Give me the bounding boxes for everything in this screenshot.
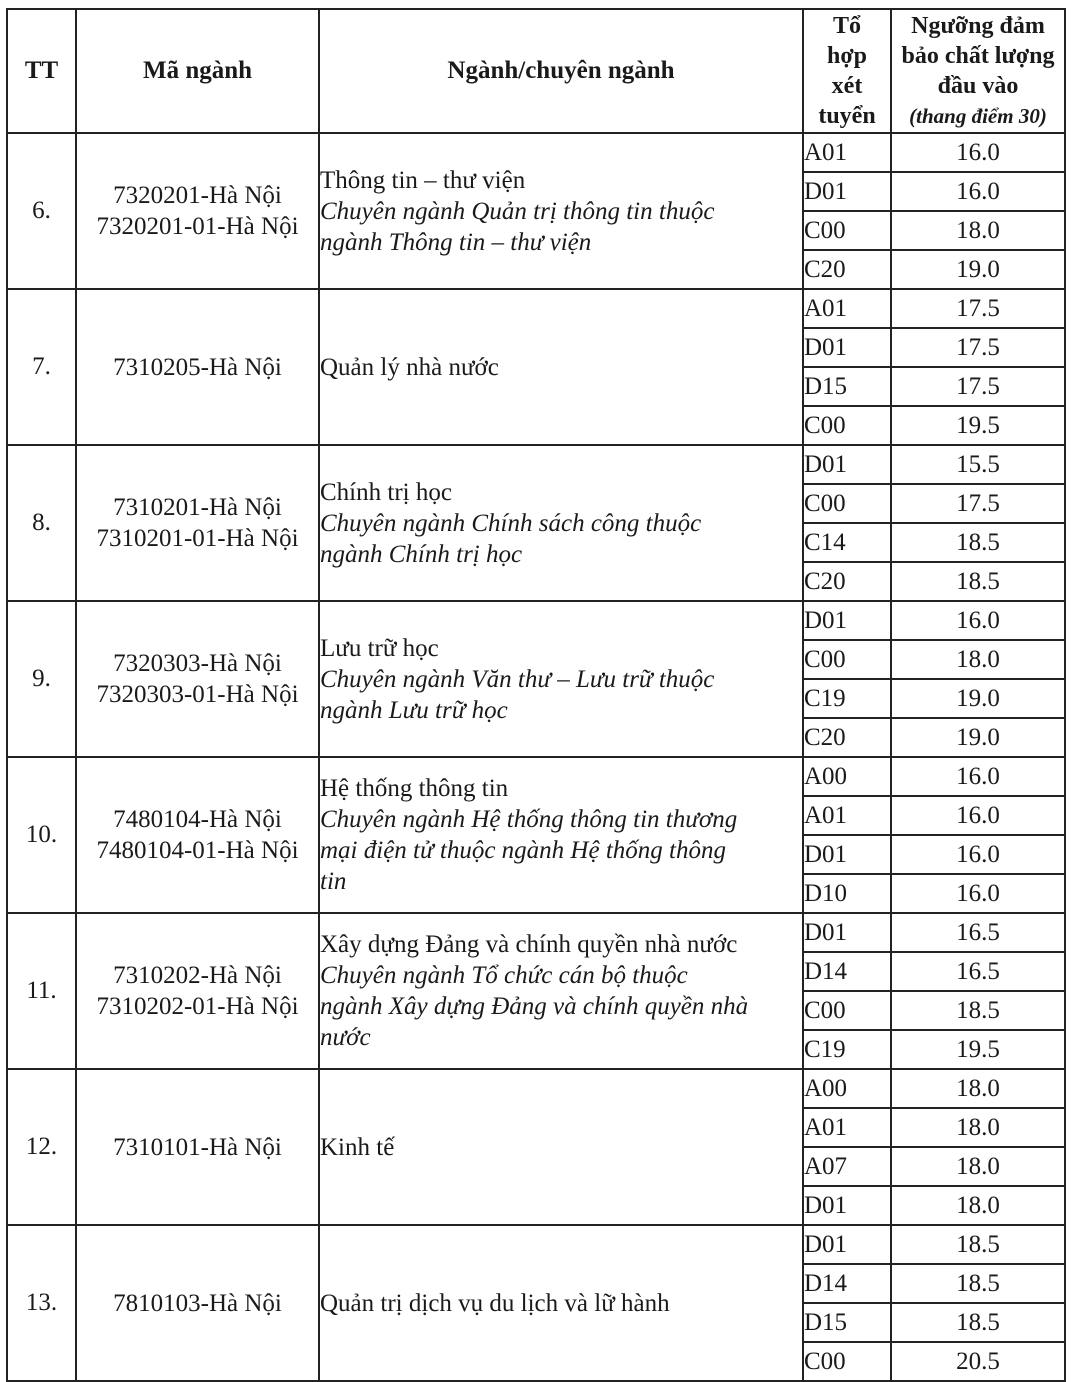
threshold-score: 17.5 (891, 289, 1065, 328)
major-code-cell (76, 913, 319, 1069)
subject-combination: D15 (803, 1303, 891, 1342)
threshold-score: 18.5 (891, 523, 1065, 562)
header-threshold: Ngưỡng đảm bảo chất lượng đầu vào (thang điểm 30) (891, 9, 1065, 133)
subject-combination: C00 (803, 991, 891, 1030)
table-row (7, 601, 1065, 640)
subject-combination: C19 (803, 679, 891, 718)
table-row (7, 913, 1065, 952)
header-combination: Tổ hợp xét tuyển (803, 9, 891, 133)
row-number: 12. (7, 1069, 76, 1225)
major-name: Quản lý nhà nước (320, 353, 499, 381)
table-row (7, 757, 1065, 796)
row-number: 8. (7, 445, 76, 601)
subject-combination: C20 (803, 718, 891, 757)
threshold-score: 19.5 (891, 406, 1065, 445)
threshold-score: 18.0 (891, 1108, 1065, 1147)
threshold-score: 16.0 (891, 601, 1065, 640)
specialization-line: Chuyên ngành Văn thư – Lưu trữ thuộc (320, 665, 715, 693)
subject-combination: C19 (803, 1030, 891, 1069)
major-name: Lưu trữ học (320, 634, 439, 662)
threshold-score: 18.0 (891, 1186, 1065, 1225)
table-row (7, 1225, 1065, 1264)
major-name: Xây dựng Đảng và chính quyền nhà nước (320, 931, 738, 958)
major-name-cell (319, 289, 803, 445)
header-row (7, 9, 1065, 133)
threshold-score: 16.5 (891, 913, 1065, 952)
major-code: 7480104-01-Hà Nội (96, 837, 299, 864)
threshold-score: 19.5 (891, 1030, 1065, 1069)
threshold-score: 18.0 (891, 1147, 1065, 1186)
major-code-cell (76, 1225, 319, 1381)
subject-combination: C00 (803, 640, 891, 679)
threshold-score: 17.5 (891, 484, 1065, 523)
specialization-line: ngành Chính trị học (320, 540, 523, 568)
major-name-cell (319, 757, 803, 913)
major-name-cell (319, 1225, 803, 1381)
row-number: 6. (7, 133, 76, 289)
threshold-score: 18.0 (891, 640, 1065, 679)
major-name-cell (319, 133, 803, 289)
subject-combination: C14 (803, 523, 891, 562)
row-number: 13. (7, 1225, 76, 1381)
major-name: Kinh tế (320, 1133, 395, 1161)
threshold-score: 18.0 (891, 1069, 1065, 1108)
subject-combination: D01 (803, 445, 891, 484)
row-number: 7. (7, 289, 76, 445)
header-tt: TT (7, 9, 76, 133)
subject-combination: A00 (803, 757, 891, 796)
specialization-line: ngành Thông tin – thư viện (320, 228, 592, 256)
major-code: 7310101-Hà Nội (113, 1133, 282, 1161)
threshold-score: 16.0 (891, 172, 1065, 211)
subject-combination: C00 (803, 1342, 891, 1381)
subject-combination: D10 (803, 874, 891, 913)
header-major: Ngành/chuyên ngành (319, 9, 803, 133)
threshold-score: 19.0 (891, 250, 1065, 289)
table-row (7, 289, 1065, 328)
subject-combination: C20 (803, 562, 891, 601)
threshold-score: 16.0 (891, 796, 1065, 835)
row-number: 11. (7, 913, 76, 1069)
threshold-score: 16.0 (891, 133, 1065, 172)
major-code-cell (76, 757, 319, 913)
major-code: 7320303-Hà Nội (113, 650, 282, 677)
major-name-cell (319, 601, 803, 757)
major-name: Hệ thống thông tin (320, 775, 509, 802)
subject-combination: C20 (803, 250, 891, 289)
table-row (7, 133, 1065, 172)
major-code-cell (76, 133, 319, 289)
threshold-score: 18.5 (891, 1264, 1065, 1303)
threshold-score: 19.0 (891, 679, 1065, 718)
table-row (7, 445, 1065, 484)
threshold-score: 17.5 (891, 328, 1065, 367)
major-code: 7310201-01-Hà Nội (96, 525, 299, 552)
row-number: 10. (7, 757, 76, 913)
threshold-score: 16.0 (891, 874, 1065, 913)
threshold-score: 16.0 (891, 835, 1065, 874)
subject-combination: D14 (803, 1264, 891, 1303)
major-name: Thông tin – thư viện (320, 166, 526, 194)
subject-combination: D14 (803, 952, 891, 991)
major-code: 7310201-Hà Nội (113, 494, 282, 521)
major-code: 7310202-Hà Nội (113, 962, 282, 989)
specialization-line: ngành Xây dựng Đảng và chính quyền nhà (320, 993, 749, 1020)
major-code-cell (76, 289, 319, 445)
subject-combination: C00 (803, 211, 891, 250)
major-code-cell (76, 1069, 319, 1225)
major-name: Quản trị dịch vụ du lịch và lữ hành (320, 1289, 670, 1317)
major-code: 7310205-Hà Nội (113, 353, 282, 381)
major-code-cell (76, 445, 319, 601)
subject-combination: A01 (803, 133, 891, 172)
threshold-score: 20.5 (891, 1342, 1065, 1381)
header-code: Mã ngành (76, 9, 319, 133)
subject-combination: D01 (803, 1225, 891, 1264)
major-code: 7310202-01-Hà Nội (96, 993, 299, 1020)
specialization-line: Chuyên ngành Chính sách công thuộc (320, 509, 702, 537)
subject-combination: A00 (803, 1069, 891, 1108)
major-code: 7480104-Hà Nội (113, 806, 282, 833)
major-code: 7320303-01-Hà Nội (96, 681, 299, 708)
threshold-score: 15.5 (891, 445, 1065, 484)
subject-combination: A01 (803, 289, 891, 328)
specialization-line: mại điện tử thuộc ngành Hệ thống thông (320, 837, 726, 864)
subject-combination: C00 (803, 406, 891, 445)
specialization-line: nước (320, 1024, 371, 1051)
threshold-score: 16.5 (891, 952, 1065, 991)
major-code: 7320201-01-Hà Nội (96, 213, 299, 240)
threshold-score: 18.0 (891, 211, 1065, 250)
subject-combination: D15 (803, 367, 891, 406)
threshold-scale: (thang điểm 30) (909, 104, 1047, 128)
major-name-cell (319, 1069, 803, 1225)
row-number: 9. (7, 601, 76, 757)
specialization-line: Chuyên ngành Hệ thống thông tin thương (320, 806, 738, 833)
threshold-score: 16.0 (891, 757, 1065, 796)
major-name-cell (319, 445, 803, 601)
table-body (7, 133, 1065, 1381)
threshold-score: 18.5 (891, 991, 1065, 1030)
table-row (7, 1069, 1065, 1108)
subject-combination: C00 (803, 484, 891, 523)
threshold-score: 18.5 (891, 1225, 1065, 1264)
subject-combination: D01 (803, 1186, 891, 1225)
subject-combination: D01 (803, 328, 891, 367)
threshold-score: 18.5 (891, 562, 1065, 601)
subject-combination: D01 (803, 601, 891, 640)
subject-combination: D01 (803, 913, 891, 952)
threshold-score: 19.0 (891, 718, 1065, 757)
subject-combination: A01 (803, 796, 891, 835)
major-name: Chính trị học (320, 478, 452, 506)
major-code: 7320201-Hà Nội (113, 182, 282, 209)
subject-combination: A01 (803, 1108, 891, 1147)
specialization-line: tin (320, 868, 347, 895)
specialization-line: ngành Lưu trữ học (320, 696, 508, 724)
specialization-line: Chuyên ngành Quản trị thông tin thuộc (320, 197, 715, 225)
major-name-cell (319, 913, 803, 1069)
threshold-score: 18.5 (891, 1303, 1065, 1342)
specialization-line: Chuyên ngành Tổ chức cán bộ thuộc (320, 962, 688, 989)
subject-combination: D01 (803, 172, 891, 211)
subject-combination: D01 (803, 835, 891, 874)
subject-combination: A07 (803, 1147, 891, 1186)
threshold-score: 17.5 (891, 367, 1065, 406)
admissions-threshold-table (6, 8, 1066, 1382)
major-code-cell (76, 601, 319, 757)
major-code: 7810103-Hà Nội (113, 1289, 282, 1317)
